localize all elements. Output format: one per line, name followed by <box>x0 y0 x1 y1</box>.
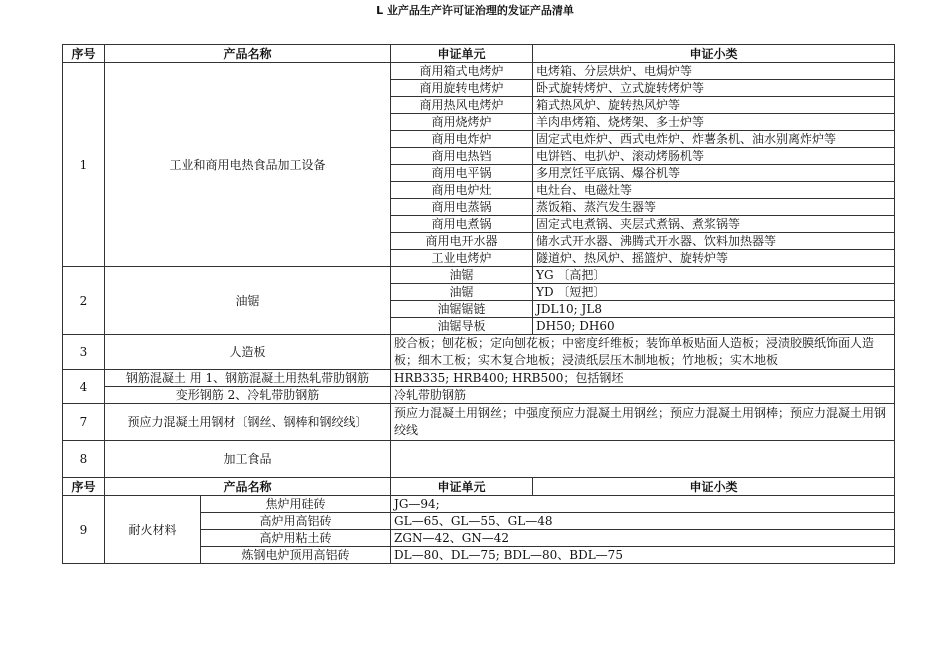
row-no: 7 <box>63 404 105 441</box>
unit-cell: 高炉用高铝砖 <box>201 513 391 530</box>
unit-cell: 高炉用粘土砖 <box>201 530 391 547</box>
table-row <box>63 335 895 370</box>
row-no: 4 <box>63 370 105 404</box>
row-no: 3 <box>63 335 105 370</box>
product-name: 钢筋混凝土 用 1、钢筋混凝土用热轧带肋钢筋 <box>105 370 391 387</box>
unit-cell: 油锯导板 <box>391 318 533 335</box>
subclass-cell: 蒸饭箱、蒸汽发生器等 <box>533 199 895 216</box>
unit-cell: 商用旋转电烤炉 <box>391 80 533 97</box>
unit-cell: 炼钢电炉顶用高铝砖 <box>201 547 391 564</box>
subclass-cell: 羊肉串烤箱、烧烤架、多士炉等 <box>533 114 895 131</box>
header-no: 序号 <box>63 45 105 63</box>
header-no: 序号 <box>63 478 105 496</box>
unit-cell: 商用电炸炉 <box>391 131 533 148</box>
product-name: 变形钢筋 2、冷轧带肋钢筋 <box>105 387 391 404</box>
unit-cell: 商用烧烤炉 <box>391 114 533 131</box>
subclass-cell: 电饼铛、电扒炉、滚动烤肠机等 <box>533 148 895 165</box>
table-header-row <box>63 45 895 63</box>
subclass-cell: JDL10; JL8 <box>533 301 895 318</box>
subclass-cell: JG—94; <box>391 496 895 513</box>
unit-cell: 商用热风电烤炉 <box>391 97 533 114</box>
subclass-cell: YD 〔短把〕 <box>533 284 895 301</box>
product-table <box>62 44 895 564</box>
header-unit: 申证单元 <box>391 478 533 496</box>
subclass-cell: 预应力混凝土用钢丝；中强度预应力混凝土用钢丝；预应力混凝土用钢棒；预应力混凝土用钢绞线 <box>391 404 895 441</box>
subclass-cell: ZGN—42、GN—42 <box>391 530 895 547</box>
header-product-name: 产品名称 <box>105 478 391 496</box>
row-no: 2 <box>63 267 105 335</box>
table-row <box>63 441 895 478</box>
unit-cell: 焦炉用硅砖 <box>201 496 391 513</box>
unit-cell: 商用电开水器 <box>391 233 533 250</box>
row-no: 1 <box>63 63 105 267</box>
unit-cell: 商用电平锅 <box>391 165 533 182</box>
product-name: 加工食品 <box>105 441 391 478</box>
subclass-cell: 箱式热风炉、旋转热风炉等 <box>533 97 895 114</box>
table-row <box>63 370 895 387</box>
unit-cell: 商用电热铛 <box>391 148 533 165</box>
subclass-cell: 隧道炉、热风炉、摇篮炉、旋转炉等 <box>533 250 895 267</box>
subclass-cell: 固定式电炸炉、西式电炸炉、炸薯条机、油水别离炸炉等 <box>533 131 895 148</box>
document-title: L 业产品生产许可证治理的发证产品清单 <box>376 4 574 17</box>
header-subclass: 申证小类 <box>533 478 895 496</box>
product-name: 油锯 <box>105 267 391 335</box>
unit-cell: 商用箱式电烤炉 <box>391 63 533 80</box>
table-header-row <box>63 478 895 496</box>
product-name: 人造板 <box>105 335 391 370</box>
header-subclass: 申证小类 <box>533 45 895 63</box>
unit-cell: 油锯 <box>391 284 533 301</box>
product-name: 耐火材料 <box>105 496 201 564</box>
header-unit: 申证单元 <box>391 45 533 63</box>
table-row <box>63 387 895 404</box>
table-row <box>63 496 895 513</box>
subclass-cell <box>391 441 895 478</box>
unit-cell: 油锯锯链 <box>391 301 533 318</box>
unit-cell: 工业电烤炉 <box>391 250 533 267</box>
subclass-cell: 电烤箱、分层烘炉、电焗炉等 <box>533 63 895 80</box>
subclass-cell: 固定式电煮锅、夹层式煮锅、煮浆锅等 <box>533 216 895 233</box>
unit-cell: 商用电炉灶 <box>391 182 533 199</box>
subclass-cell: 卧式旋转烤炉、立式旋转烤炉等 <box>533 80 895 97</box>
row-no: 8 <box>63 441 105 478</box>
unit-cell: 商用电蒸锅 <box>391 199 533 216</box>
unit-cell: 油锯 <box>391 267 533 284</box>
table-row <box>63 267 895 284</box>
product-name: 工业和商用电热食品加工设备 <box>105 63 391 267</box>
subclass-cell: DL—80、DL—75; BDL—80、BDL—75 <box>391 547 895 564</box>
table-row <box>63 404 895 441</box>
subclass-cell: GL—65、GL—55、GL—48 <box>391 513 895 530</box>
unit-cell: 商用电煮锅 <box>391 216 533 233</box>
subclass-cell: YG 〔高把〕 <box>533 267 895 284</box>
subclass-cell: 多用烹饪平底锅、爆谷机等 <box>533 165 895 182</box>
subclass-cell: 胶合板；刨花板；定向刨花板；中密度纤维板；装饰单板贴面人造板；浸渍胶膜纸饰面人造板；细木工板；实木复合地板；浸渍纸层压木制地板；竹地板；实木地板 <box>391 335 895 370</box>
product-name: 预应力混凝土用钢材〔钢丝、钢棒和钢绞线〕 <box>105 404 391 441</box>
subclass-cell: 储水式开水器、沸腾式开水器、饮料加热器等 <box>533 233 895 250</box>
row-no: 9 <box>63 496 105 564</box>
subclass-cell: HRB335; HRB400; HRB500；包括钢坯 <box>391 370 895 387</box>
subclass-cell: DH50; DH60 <box>533 318 895 335</box>
header-product-name: 产品名称 <box>105 45 391 63</box>
subclass-cell: 电灶台、电磁灶等 <box>533 182 895 199</box>
table-row <box>63 63 895 80</box>
subclass-cell: 冷轧带肋钢筋 <box>391 387 895 404</box>
